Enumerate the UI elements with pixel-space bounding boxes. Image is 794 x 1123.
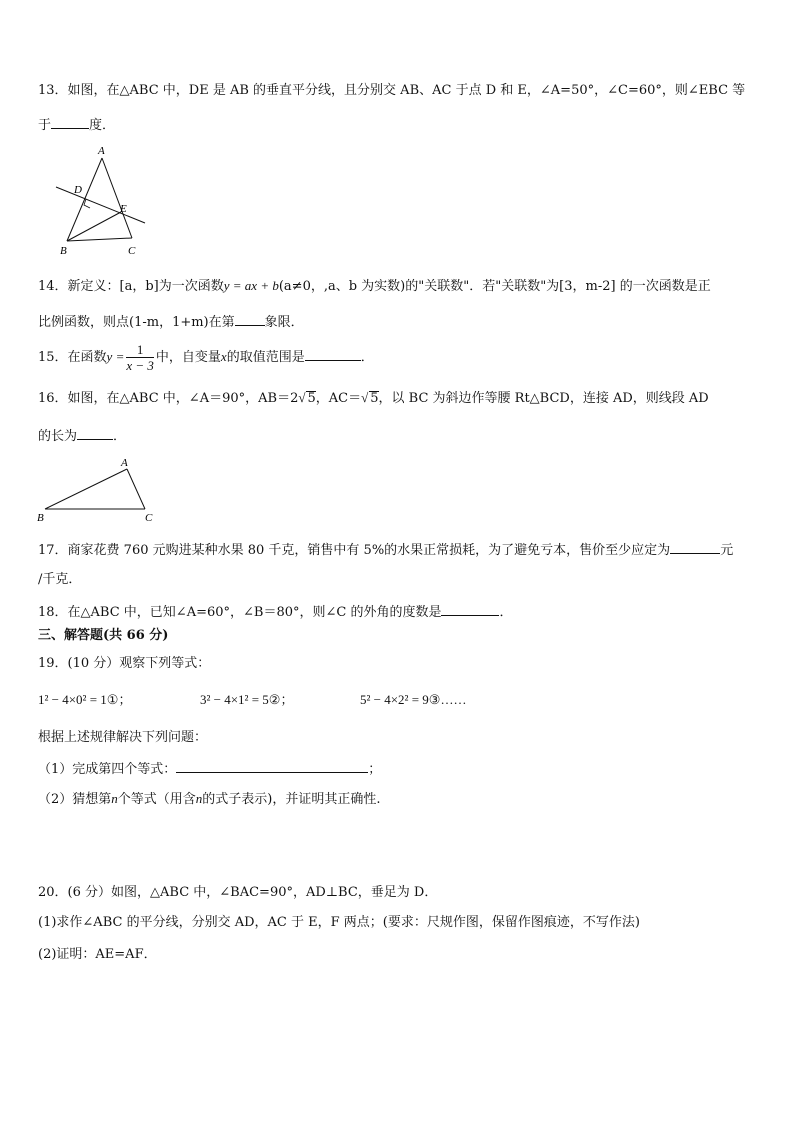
q16-line2-pre: 的长为 — [38, 429, 78, 444]
answer-blank — [305, 346, 361, 361]
label-C: C — [128, 245, 136, 257]
q17-line2: /千克． — [38, 572, 82, 587]
q14-line2-pre: 比例函数，则点(1-m，1+m)在第 — [38, 315, 235, 330]
q19-part1 — [38, 758, 381, 780]
q14-line1 — [38, 276, 711, 297]
sqrt-sign: √ — [361, 390, 369, 405]
q19-var-n: n — [195, 791, 203, 806]
label-B: B — [37, 512, 44, 524]
q19-part2-b: 个等式（用含 — [117, 792, 196, 807]
section-title: 三、解答题(共 66 分) — [38, 628, 169, 643]
q18-post: ． — [499, 605, 513, 620]
q13-line1: 13．如图，在△ABC 中，DE 是 AB 的垂直平分线，且分别交 AB、AC 于点 D 和 E，∠A=50°，∠C=60°，则∠EBC 等 — [38, 83, 746, 98]
q17-line1-pre: 17．商家花费 760 元购进某种水果 80 千克，销售中有 5%的水果正常损耗，为了避免亏本，售价至少应定为 — [38, 543, 671, 558]
answer-blank — [670, 539, 720, 554]
q20-title: 20．(6 分）如图，△ABC 中，∠BAC=90°，AD⊥BC，垂足为 D． — [38, 885, 438, 900]
q15-mid: 中，自变量 — [155, 350, 221, 365]
q13-triangle-figure — [50, 142, 150, 262]
q20-part1: (1)求作∠ABC 的平分线，分别交 AD，AC 于 E，F 两点；(要求：尺规作图，保留作图痕迹，不写作法) — [38, 915, 640, 930]
answer-blank — [176, 758, 368, 773]
q15-fraction — [126, 342, 154, 373]
q16-sqrt-ac: 5 — [370, 391, 379, 406]
q16-line1-b: ，AC＝ — [315, 391, 362, 406]
q16-line2-post: ． — [113, 429, 127, 444]
label-C: C — [145, 512, 153, 524]
q19-part2 — [38, 789, 381, 810]
q18-line — [38, 601, 513, 623]
q19-intro: 根据上述规律解决下列问题： — [38, 730, 208, 745]
q16-triangle-figure — [34, 454, 164, 526]
q15-line — [38, 340, 374, 375]
label-D: D — [74, 184, 82, 196]
q14-line1-pre: 14．新定义：[a，b]为一次函数 — [38, 279, 224, 294]
q20-part2: (2)证明：AE=AF． — [38, 947, 157, 962]
q16-line1-a: 16．如图，在△ABC 中，∠A＝90°，AB＝2 — [38, 391, 299, 406]
q16-sqrt-ab: 5 — [307, 391, 316, 406]
q15-denominator: x − 3 — [126, 358, 154, 373]
answer-blank — [77, 425, 113, 440]
q19-title: 19．(10 分）观察下列等式： — [38, 656, 211, 671]
label-A: A — [121, 457, 128, 469]
label-B: B — [60, 245, 67, 257]
sqrt-sign: √ — [298, 390, 306, 405]
q15-end: ． — [360, 350, 374, 365]
label-E: E — [120, 203, 127, 215]
q19-part1-post: ； — [368, 762, 382, 777]
answer-blank — [235, 311, 265, 326]
q15-post: 的取值范围是 — [226, 350, 305, 365]
q17-line1 — [38, 539, 733, 561]
q18-pre: 18．在△ABC 中，已知∠A=60°，∠B＝80°，则∠C 的外角的度数是 — [38, 605, 442, 620]
q19-part1-pre: （1）完成第四个等式： — [38, 762, 177, 777]
q16-line1-c: ，以 BC 为斜边作等腰 Rt△BCD，连接 AD，则线段 AD — [378, 391, 709, 406]
q14-formula: y = ax + b — [223, 278, 279, 293]
q14-line2-post: 象限． — [264, 315, 304, 330]
q19-eq3: 5² − 4×2² = 9③…… — [360, 692, 467, 707]
q17-line1-post: 元 — [720, 543, 734, 558]
q13-line2-post: 度． — [89, 118, 116, 133]
q19-var-n: n — [111, 791, 118, 806]
q15-numerator: 1 — [126, 342, 154, 358]
q19-part2-c: 的式子表示)，并证明其正确性. — [202, 792, 381, 807]
q16-line2 — [38, 425, 126, 447]
q15-y: y = — [106, 349, 125, 364]
q13-line2-pre: 于 — [38, 118, 52, 133]
q16-line1 — [38, 388, 709, 409]
label-A: A — [98, 145, 105, 157]
q14-line1-post: (a≠0，,a、b 为实数)的"关联数"．若"关联数"为[3，m-2] 的一次函数是正 — [278, 279, 711, 294]
q19-eq2: 3² − 4×1² = 5②； — [200, 692, 294, 707]
q14-line2 — [38, 311, 304, 333]
q19-part2-a: （2）猜想第 — [38, 792, 112, 807]
q15-var: x — [220, 349, 227, 364]
answer-blank — [441, 601, 499, 616]
q13-line2 — [38, 114, 115, 136]
answer-blank — [51, 114, 89, 129]
q19-eq1: 1² − 4×0² = 1①； — [38, 692, 132, 707]
q15-pre: 15．在函数 — [38, 350, 107, 365]
